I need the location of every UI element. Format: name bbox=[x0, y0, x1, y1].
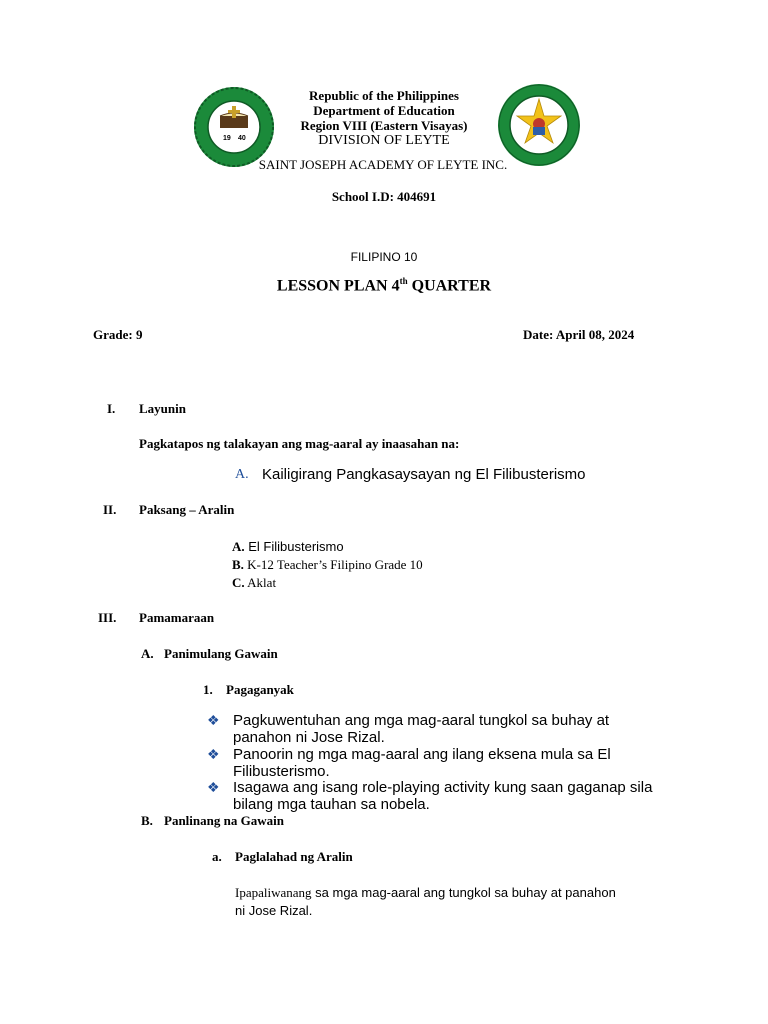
subsection-a-marker: A. bbox=[141, 646, 154, 661]
bullet-line: Isagawa ang isang role-playing activity kung saan gaganap sila bbox=[233, 779, 653, 796]
school-logo-left bbox=[193, 86, 275, 168]
section-3-title: Pamamaraan bbox=[139, 610, 215, 625]
material-item: A. El Filibusterismo bbox=[232, 539, 344, 554]
bullet-line: panahon ni Jose Rizal. bbox=[233, 729, 385, 746]
header-division: DIVISION OF LEYTE bbox=[318, 133, 450, 148]
subsection-b-marker: B. bbox=[141, 813, 153, 828]
school-id: School I.D: 404691 bbox=[331, 189, 437, 204]
section-1-intro: Pagkatapos ng talakayan ang mag-aaral ay inaasahan na: bbox=[139, 436, 460, 451]
header-deped: Department of Education bbox=[313, 103, 455, 118]
subsection-a-title: Panimulang Gawain bbox=[164, 646, 278, 661]
svg-text:19: 19 bbox=[223, 135, 231, 142]
step-a-title: Paglalahad ng Aralin bbox=[235, 849, 353, 864]
bullet-line: Panoorin ng mga mag-aaral ang ilang eksena mula sa El bbox=[233, 746, 611, 763]
step-a-marker: a. bbox=[212, 849, 222, 864]
grade: Grade: 9 bbox=[93, 327, 143, 342]
division-logo-right bbox=[497, 83, 581, 167]
material-item: B. K-12 Teacher’s Filipino Grade 10 bbox=[232, 557, 423, 572]
section-1-title: Layunin bbox=[139, 401, 186, 416]
bullet-line: Pagkuwentuhan ang mga mag-aaral tungkol sa buhay at bbox=[233, 712, 610, 729]
paragraph-line: ni Jose Rizal. bbox=[235, 903, 313, 918]
school-name: SAINT JOSEPH ACADEMY OF LEYTE INC. bbox=[258, 157, 508, 172]
header-republic: Republic of the Philippines bbox=[309, 88, 459, 103]
section-1-number: I. bbox=[107, 401, 116, 416]
subject: FILIPINO 10 bbox=[350, 250, 418, 264]
bullet-line: Filibusterismo. bbox=[233, 763, 330, 780]
diamond-bullet-icon: ❖ bbox=[207, 714, 220, 729]
date: Date: April 08, 2024 bbox=[523, 327, 635, 342]
diamond-bullet-icon: ❖ bbox=[207, 748, 220, 763]
diamond-bullet-icon: ❖ bbox=[207, 781, 220, 796]
subsection-b-title: Panlinang na Gawain bbox=[164, 813, 284, 828]
bullet-line: bilang mga tauhan sa nobela. bbox=[233, 796, 430, 813]
step-1-marker: 1. bbox=[203, 682, 213, 697]
step-1-title: Pagaganyak bbox=[226, 682, 294, 697]
section-2-title: Paksang – Aralin bbox=[139, 502, 235, 517]
lesson-title: LESSON PLAN 4th QUARTER bbox=[276, 276, 492, 295]
section-3-number: III. bbox=[98, 610, 117, 625]
paragraph-line: Ipapaliwanang sa mga mag-aaral ang tungkol sa buhay at panahon bbox=[235, 885, 616, 900]
svg-text:40: 40 bbox=[238, 135, 246, 142]
objective-text: Kailigirang Pangkasaysayan ng El Filibusterismo bbox=[262, 466, 586, 483]
section-2-number: II. bbox=[103, 502, 117, 517]
material-item: C. Aklat bbox=[232, 575, 277, 590]
objective-marker: A. bbox=[235, 467, 249, 482]
header-region: Region VIII (Eastern Visayas) bbox=[300, 118, 468, 133]
